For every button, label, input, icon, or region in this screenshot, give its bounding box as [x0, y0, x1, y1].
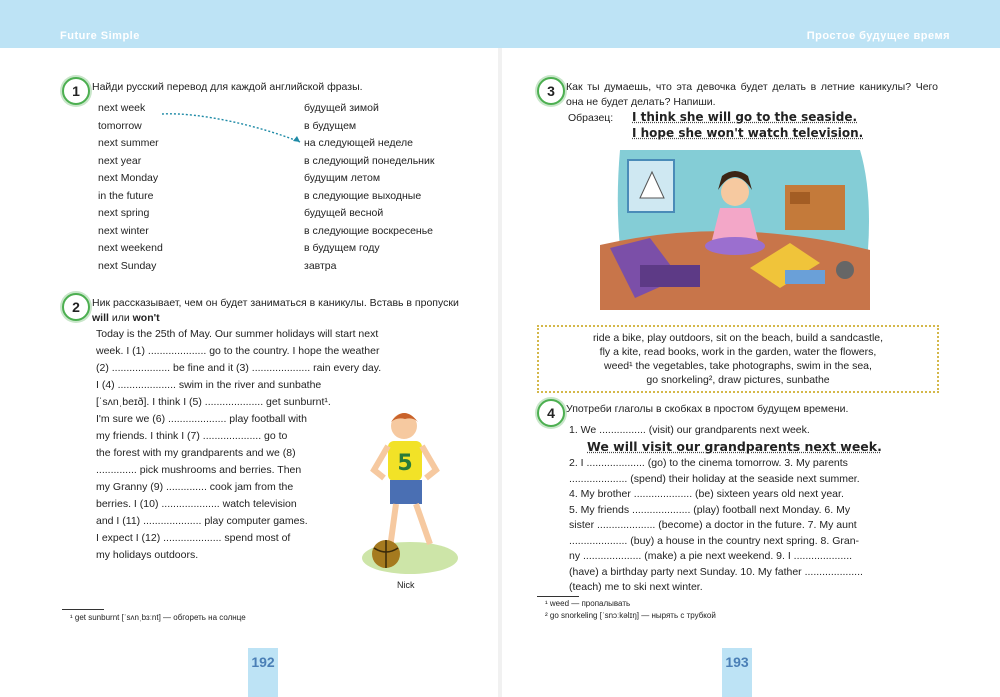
ex2text-line: I expect I (12) .................... spend most of [96, 532, 291, 544]
ex2text-line: and I (11) .................... play computer games. [96, 515, 308, 527]
russian-phrase: в следующие выходные [304, 189, 422, 202]
english-phrase: in the future [98, 189, 154, 202]
book-gutter [498, 48, 502, 697]
wordbox-line: ride a bike, play outdoors, sit on the beach, build a sandcastle, [592, 332, 884, 344]
exercise-1-instruction: Найди русский перевод для каждой английской фразы. [92, 81, 363, 93]
sample-match-arrow [160, 108, 310, 148]
word-will: will [92, 312, 109, 324]
english-phrase: next weekend [98, 242, 163, 254]
ex2text-line: (2) .................... be fine and it (3) .................... rain every day. [96, 362, 382, 374]
russian-phrase: в будущем году [304, 242, 380, 254]
exercise-4-instruction: Употреби глаголы в скобках в простом будущем времени. [566, 403, 849, 415]
exercise-4-first-item: 1. We ................ (visit) our grandparents next week. [569, 424, 810, 436]
ex2text-line: my friends. I think I (7) .................... go to [96, 430, 288, 442]
wordbox-line: go snorkeling², draw pictures, sunbathe [646, 374, 830, 386]
russian-phrase: завтра [304, 259, 337, 272]
ex2text-line: .............. pick mushrooms and berries. Then [96, 464, 302, 476]
ex2text-line: the forest with my grandparents and we (8) [96, 447, 296, 459]
footnote-left: ¹ get sunburnt [ˈsʌnˌbɜːnt] — обгореть на солнце [70, 613, 246, 622]
wordbox-line: weed¹ the vegetables, take photographs, swim in the sea, [604, 360, 872, 372]
activities-word-box [537, 325, 939, 393]
ex4text-line: (teach) me to ski next winter. [569, 581, 703, 593]
russian-phrase: в будущем [304, 119, 357, 132]
ex4text-line: 2. I .................... (go) to the cinema tomorrow. 3. My parents [569, 457, 848, 469]
ex4text-line: .................... (spend) their holiday at the seaside next summer. [569, 472, 860, 485]
english-phrase: tomorrow [98, 119, 142, 132]
girl-room-illustration [600, 150, 875, 310]
ex2text-line: berries. I (10) .................... watch television [96, 498, 297, 510]
ex2text-line: I (4) .................... swim in the river and sunbathe [96, 379, 322, 391]
russian-phrase: на следующей неделе [304, 137, 413, 149]
exercise-1-number: 1 [62, 77, 90, 105]
ex2text-line: I'm sure we (6) .................... play football with [96, 413, 307, 425]
english-phrase: next Monday [98, 172, 159, 184]
sample-label: Образец: [568, 112, 614, 124]
english-phrase: next week [98, 102, 146, 114]
footnote-right-2: ² go snorkeling [ˈsnɔːkəlɪŋ] — нырять с трубкой [545, 611, 716, 620]
wordbox-line: fly a kite, read books, work in the garden, water the flowers, [599, 346, 877, 358]
page-number-left: 192 [248, 648, 278, 697]
sample-sentence-2: I hope she won't watch television. [632, 126, 864, 140]
ex2text-line: my Granny (9) .............. cook jam from the [96, 481, 294, 493]
russian-phrase: будущим летом [304, 172, 381, 184]
exercise-4-number: 4 [537, 399, 565, 427]
footnote-rule-left [62, 609, 104, 610]
russian-phrase: будущей зимой [304, 102, 379, 114]
shirt-number: 5 [397, 451, 413, 476]
page-number-right: 193 [722, 648, 752, 697]
footnote-right-1: ¹ weed — пропалывать [545, 599, 631, 608]
ex4text-line: (have) a birthday party next Sunday. 10. My father .................... [569, 565, 863, 578]
english-phrase: next Sunday [98, 259, 157, 272]
footnote-rule-right [537, 596, 579, 597]
header-left-title: Future Simple [60, 30, 140, 42]
exercise-3-instruction: Как ты думаешь, что эта девочка будет делать в летние каникулы? Чего она не будет делать? Напиши. [566, 81, 938, 108]
ex2text-line: my holidays outdoors. [96, 549, 199, 561]
russian-phrase: в следующий понедельник [304, 154, 435, 167]
english-phrase: next spring [98, 207, 150, 219]
english-phrase: next summer [98, 137, 159, 149]
word-or: или [108, 312, 133, 324]
russian-phrase: будущей весной [304, 207, 384, 219]
exercise-2-instruction [92, 296, 472, 326]
ex2text-line: Today is the 25th of May. Our summer holidays will start next [96, 328, 379, 340]
nick-caption: Nick [397, 580, 415, 590]
nick-illustration [352, 408, 462, 578]
ex4text-line: 4. My brother .................... (be) sixteen years old next year. [569, 488, 844, 500]
english-phrase-list [98, 102, 163, 277]
word-wont: won't [132, 312, 160, 324]
exercise-2-number: 2 [62, 293, 90, 321]
ex4text-line: sister .................... (become) a doctor in the future. 7. My aunt [569, 519, 857, 531]
exercise-4-answer: We will visit our grandparents next week. [587, 439, 882, 454]
english-phrase: next winter [98, 224, 149, 237]
ex4text-line: ny .................... (make) a pie next weekend. 9. I .................... [569, 550, 853, 562]
header-right-title: Простое будущее время [806, 30, 950, 42]
russian-phrase: в следующие воскресенье [304, 224, 434, 237]
sample-sentence-1: I think she will go to the seaside. [632, 110, 858, 124]
exercise-2-instruction-text: Ник рассказывает, чем он будет заниматься в каникулы. Вставь в пропуски [92, 297, 459, 309]
ex4text-line: 5. My friends .................... (play) football next Monday. 6. My [569, 503, 851, 516]
header-bar [0, 0, 1000, 48]
exercise-3-number: 3 [537, 77, 565, 105]
russian-phrase-list [304, 102, 434, 277]
ex2text-line: week. I (1) .................... go to the country. I hope the weather [96, 345, 380, 357]
ex2text-line: [ˈsʌnˌbeɪð]. I think I (5) .................... get sunburnt¹. [96, 396, 331, 408]
english-phrase: next year [98, 154, 142, 167]
ex4text-line: .................... (buy) a house in the country next spring. 8. Gran- [569, 534, 860, 547]
